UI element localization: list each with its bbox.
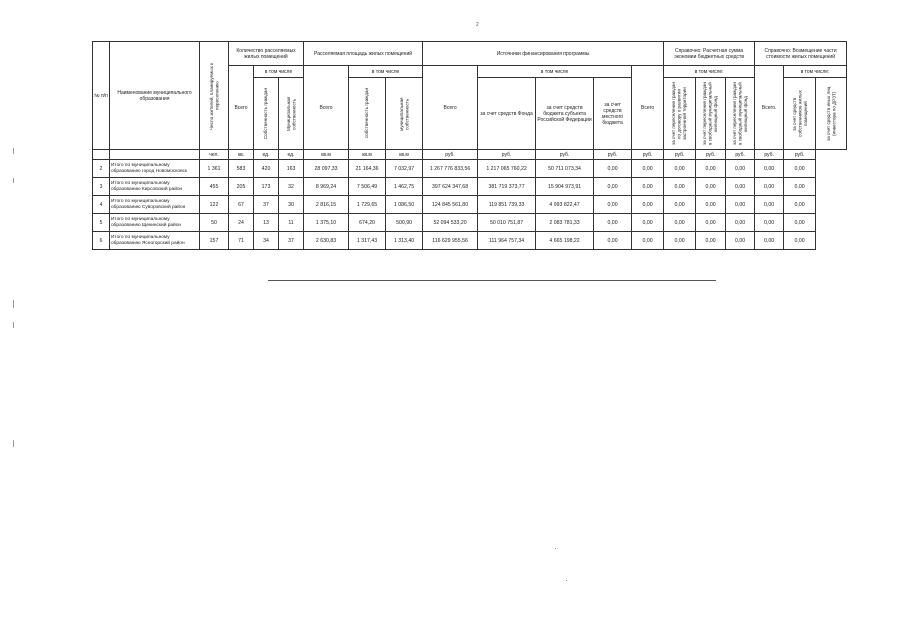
row-cell: 420	[254, 160, 279, 178]
row-cell: 0,00	[784, 160, 816, 178]
table-body	[93, 160, 847, 250]
resettlement-table	[92, 41, 847, 250]
row-cell: 37	[254, 196, 279, 214]
row-cell: 0,00	[594, 178, 632, 196]
row-cell: 0,00	[696, 196, 726, 214]
header-src-incl: в том числе	[478, 66, 632, 78]
row-name: Итого по муниципальному образованию Ясногорский район	[110, 232, 200, 250]
header-qty-group: Количество расселяемых жилых помещений	[229, 42, 304, 66]
header-qty-municipal-cell	[279, 78, 304, 150]
scan-artifact	[555, 548, 556, 549]
row-cell: 1 729,65	[349, 196, 386, 214]
header-reimb-b: за счет средств иных лиц (инвестора по ДРЗТ)	[825, 86, 837, 141]
row-cell: 0,00	[755, 178, 784, 196]
unit-cell: кв.	[229, 150, 254, 160]
row-cell: 0,00	[755, 214, 784, 232]
row-cell: 0,00	[784, 196, 816, 214]
header-calc-a-cell	[664, 78, 696, 150]
header-calc-c-cell	[726, 78, 755, 150]
row-name: Итого по муниципальному образованию Щекинский район	[110, 214, 200, 232]
row-cell: 124 845 561,80	[423, 196, 478, 214]
row-cell: 0,00	[755, 160, 784, 178]
unit-cell: чел.	[200, 150, 229, 160]
header-calc-incl: в том числе:	[664, 66, 755, 78]
header-src-total2: Всего	[632, 66, 664, 150]
row-name: Итого по муниципальному образованию Кирсовский район	[110, 178, 200, 196]
header-qty-municipal: Муниципальная собственность	[285, 96, 297, 131]
unit-cell: руб.	[594, 150, 632, 160]
units-spacer	[110, 150, 200, 160]
row-cell: 0,00	[784, 232, 816, 250]
row-cell: 0,00	[632, 232, 664, 250]
row-cell: 0,00	[664, 232, 696, 250]
row-cell: 2 630,83	[304, 232, 349, 250]
header-area-group: Расселяемая площадь жилых помещений	[304, 42, 423, 66]
row-cell: 13	[254, 214, 279, 232]
header-qty-owners: Собственность граждан	[263, 87, 269, 140]
row-cell: 28 097,33	[304, 160, 349, 178]
row-cell: 173	[254, 178, 279, 196]
row-cell: 71	[229, 232, 254, 250]
row-cell: 0,00	[696, 214, 726, 232]
header-reimb-a-cell	[784, 78, 816, 150]
header-src-local: за счет средств местного бюджета	[594, 78, 632, 150]
row-cell: 1 217 065 760,22	[478, 160, 536, 178]
unit-cell: руб.	[784, 150, 816, 160]
unit-cell: руб.	[632, 150, 664, 160]
header-qty-owners-cell	[254, 78, 279, 150]
row-cell: 397 624 347,68	[423, 178, 478, 196]
row-number: 2	[93, 160, 110, 178]
table-row	[93, 178, 847, 196]
row-cell: 0,00	[632, 214, 664, 232]
row-cell: 24	[229, 214, 254, 232]
header-calc-b-cell	[696, 78, 726, 150]
header-area-incl: в том числе	[349, 66, 423, 78]
row-cell: 0,00	[726, 232, 755, 250]
header-area-owners: собственность граждан	[364, 88, 370, 139]
unit-cell: ед.	[279, 150, 304, 160]
row-cell: 1 086,50	[386, 196, 423, 214]
header-reimb-group: Справочно: Возмещение части стоимости жилых помещений	[755, 42, 847, 66]
row-name: Итого по муниципальному образованию Суворовский район	[110, 196, 200, 214]
page-number: 2	[476, 22, 479, 28]
row-cell: 455	[200, 178, 229, 196]
units-row	[93, 150, 847, 160]
table-row	[93, 214, 847, 232]
row-cell: 0,00	[664, 196, 696, 214]
row-cell: 205	[229, 178, 254, 196]
row-cell: 0,00	[784, 178, 816, 196]
table-row	[93, 160, 847, 178]
row-number: 6	[93, 232, 110, 250]
row-cell: 1 317,43	[349, 232, 386, 250]
unit-cell: руб.	[726, 150, 755, 160]
header-reimb-incl: в том числе:	[784, 66, 847, 78]
row-cell: 0,00	[632, 178, 664, 196]
scan-artifact	[13, 148, 14, 154]
row-cell: 0,00	[594, 196, 632, 214]
row-cell: 11	[279, 214, 304, 232]
header-sources-group: Источники финансирования программы	[423, 42, 664, 66]
row-cell: 0,00	[632, 196, 664, 214]
row-cell: 583	[229, 160, 254, 178]
row-number: 4	[93, 196, 110, 214]
row-number: 3	[93, 178, 110, 196]
unit-cell: кв.м	[349, 150, 386, 160]
row-cell: 1 361	[200, 160, 229, 178]
header-name: Наименование муниципального образования	[110, 42, 200, 150]
unit-cell: кв.м	[386, 150, 423, 160]
row-cell: 1 462,75	[386, 178, 423, 196]
header-src-subject: за счет средств бюджета субъекта Российской Федерации	[536, 78, 594, 150]
header-src-total: Всего	[423, 66, 478, 150]
row-number: 5	[93, 214, 110, 232]
row-cell: 21 164,36	[349, 160, 386, 178]
row-cell: 4 993 822,47	[536, 196, 594, 214]
header-src-fund: за счет средств Фонда	[478, 78, 536, 150]
row-cell: 4 665 198,22	[536, 232, 594, 250]
program-table-sheet	[92, 41, 847, 250]
header-reimb-b-cell	[816, 78, 847, 150]
row-cell: 1 313,40	[386, 232, 423, 250]
table-row	[93, 196, 847, 214]
row-cell: 381 719 373,77	[478, 178, 536, 196]
row-cell: 37	[279, 232, 304, 250]
scan-artifact	[13, 300, 14, 308]
row-cell: 7 032,97	[386, 160, 423, 178]
row-cell: 0,00	[726, 160, 755, 178]
row-cell: 0,00	[755, 196, 784, 214]
row-cell: 34	[254, 232, 279, 250]
units-spacer	[93, 150, 110, 160]
row-cell: 7 506,49	[349, 178, 386, 196]
table-row	[93, 232, 847, 250]
row-cell: 0,00	[696, 232, 726, 250]
header-area-municipal-cell	[386, 78, 423, 150]
row-cell: 2 816,15	[304, 196, 349, 214]
row-name: Итого по муниципальному образованию город Новомосковск	[110, 160, 200, 178]
header-calc-b: за счет переселения граждан в свободный муниципальный жилищный фонд	[702, 82, 719, 145]
header-residents-cell	[200, 42, 229, 150]
scan-artifact	[13, 322, 14, 328]
unit-cell: ед.	[254, 150, 279, 160]
unit-cell: руб.	[696, 150, 726, 160]
row-cell: 32	[279, 178, 304, 196]
row-cell: 157	[200, 232, 229, 250]
header-num: № п/п	[93, 42, 110, 150]
unit-cell: руб.	[664, 150, 696, 160]
row-cell: 119 851 739,33	[478, 196, 536, 214]
row-cell: 163	[279, 160, 304, 178]
unit-cell: руб.	[478, 150, 536, 160]
unit-cell: руб.	[755, 150, 784, 160]
row-cell: 0,00	[594, 160, 632, 178]
row-cell: 0,00	[696, 160, 726, 178]
scan-artifact	[566, 580, 567, 581]
header-calc-group: Справочно: Расчетная сумма экономии бюджетных средств	[664, 42, 755, 66]
scan-artifact	[13, 178, 14, 183]
row-cell: 122	[200, 196, 229, 214]
header-area-municipal: муниципальная собственность	[398, 96, 410, 131]
row-cell: 0,00	[696, 178, 726, 196]
row-cell: 50 711 073,34	[536, 160, 594, 178]
header-residents: Число жителей, планируемых к переселению	[208, 61, 219, 130]
header-qty-total: Всего	[229, 66, 254, 150]
row-cell: 0,00	[755, 232, 784, 250]
row-cell: 0,00	[664, 178, 696, 196]
row-cell: 111 964 757,34	[478, 232, 536, 250]
header-area-owners-cell	[349, 78, 386, 150]
unit-cell: кв.м	[304, 150, 349, 160]
row-cell: 15 904 973,91	[536, 178, 594, 196]
unit-cell: руб.	[536, 150, 594, 160]
row-cell: 50	[200, 214, 229, 232]
header-reimb-total: Всего.	[755, 66, 784, 150]
row-cell: 52 094 533,20	[423, 214, 478, 232]
row-cell: 50 010 751,87	[478, 214, 536, 232]
row-cell: 2 083 781,33	[536, 214, 594, 232]
row-cell: 116 629 955,56	[423, 232, 478, 250]
row-cell: 500,90	[386, 214, 423, 232]
row-cell: 30	[279, 196, 304, 214]
bottom-rule	[268, 280, 716, 281]
header-reimb-a: за счет средств собственников жилых помещений	[791, 90, 808, 137]
row-cell: 0,00	[664, 160, 696, 178]
row-cell: 0,00	[726, 214, 755, 232]
row-cell: 0,00	[594, 232, 632, 250]
row-cell: 0,00	[664, 214, 696, 232]
row-cell: 0,00	[594, 214, 632, 232]
header-area-total: Всего	[304, 66, 349, 150]
row-cell: 8 969,24	[304, 178, 349, 196]
row-cell: 0,00	[726, 196, 755, 214]
header-qty-incl: в том числе	[254, 66, 304, 78]
row-cell: 67	[229, 196, 254, 214]
row-cell: 1 375,10	[304, 214, 349, 232]
scan-artifact	[13, 440, 14, 447]
header-row-1	[93, 42, 847, 66]
header-calc-a: за счет переселения граждан по договору о развитии застроенной территории	[671, 82, 688, 145]
row-cell: 1 267 776 833,56	[423, 160, 478, 178]
row-cell: 0,00	[726, 178, 755, 196]
header-calc-c: за счет переселения граждан в свободный муниципальный жилищный фонд	[731, 82, 748, 145]
row-cell: 0,00	[632, 160, 664, 178]
row-cell: 674,20	[349, 214, 386, 232]
unit-cell: руб.	[423, 150, 478, 160]
row-cell: 0,00	[784, 214, 816, 232]
